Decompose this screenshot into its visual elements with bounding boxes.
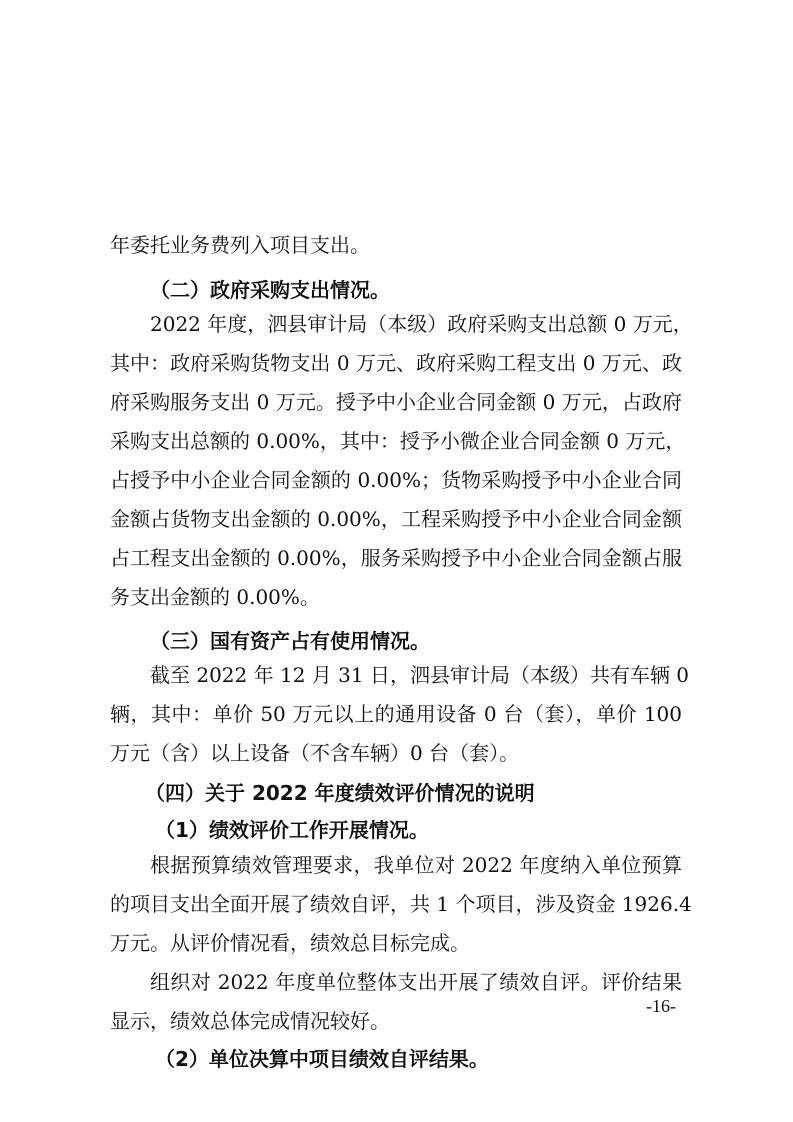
- text-line: 的项目支出全面开展了绩效自评，共 1 个项目，涉及资金 1926.4: [110, 892, 692, 916]
- page-number: -16-: [646, 996, 676, 1016]
- text-line: 根据预算绩效管理要求，我单位对 2022 年度纳入单位预算: [150, 853, 682, 877]
- text-line: 组织对 2022 年度单位整体支出开展了绩效自评。评价结果: [150, 970, 682, 994]
- heading-text: （三）国有资产占有使用情况。: [150, 629, 430, 653]
- heading-text: （1）绩效评价工作开展情况。: [155, 818, 429, 842]
- text-line: 务支出金额的 0.00%。: [110, 585, 320, 609]
- text-line: 显示，绩效总体完成情况较好。: [110, 1009, 390, 1033]
- text-line: 辆，其中：单价 50 万元以上的通用设备 0 台（套），单价 100: [110, 702, 682, 726]
- text-line: 年委托业务费列入项目支出。: [110, 233, 370, 257]
- text-line: 2022 年度，泗县审计局（本级）政府采购支出总额 0 万元，: [150, 312, 693, 336]
- text-line: 占工程支出金额的 0.00%，服务采购授予中小企业合同金额占服: [110, 546, 682, 570]
- text-line: 万元。从评价情况看，绩效总目标完成。: [110, 931, 470, 955]
- paragraph-line: [0, 150, 793, 257]
- text-line: 其中：政府采购货物支出 0 万元、政府采购工程支出 0 万元、政: [110, 351, 682, 375]
- heading-text: （2）单位决算中项目绩效自评结果。: [155, 1047, 489, 1071]
- heading-text: （二）政府采购支出情况。: [150, 278, 390, 302]
- text-line: 金额占货物支出金额的 0.00%，工程采购授予中小企业合同金额: [110, 507, 682, 531]
- text-line: 府采购服务支出 0 万元。授予中小企业合同金额 0 万元，占政府: [110, 390, 682, 414]
- text-line: 采购支出总额的 0.00%，其中：授予小微企业合同金额 0 万元，: [110, 429, 686, 453]
- text-line: 截至 2022 年 12 月 31 日，泗县审计局（本级）共有车辆 0: [150, 663, 690, 687]
- text-line: 占授予中小企业合同金额的 0.00%；货物采购授予中小企业合同: [110, 468, 682, 492]
- text-line: 万元（含）以上设备（不含车辆）0 台（套）。: [110, 741, 520, 765]
- heading-text: （四）关于 2022 年度绩效评价情况的说明: [145, 781, 535, 805]
